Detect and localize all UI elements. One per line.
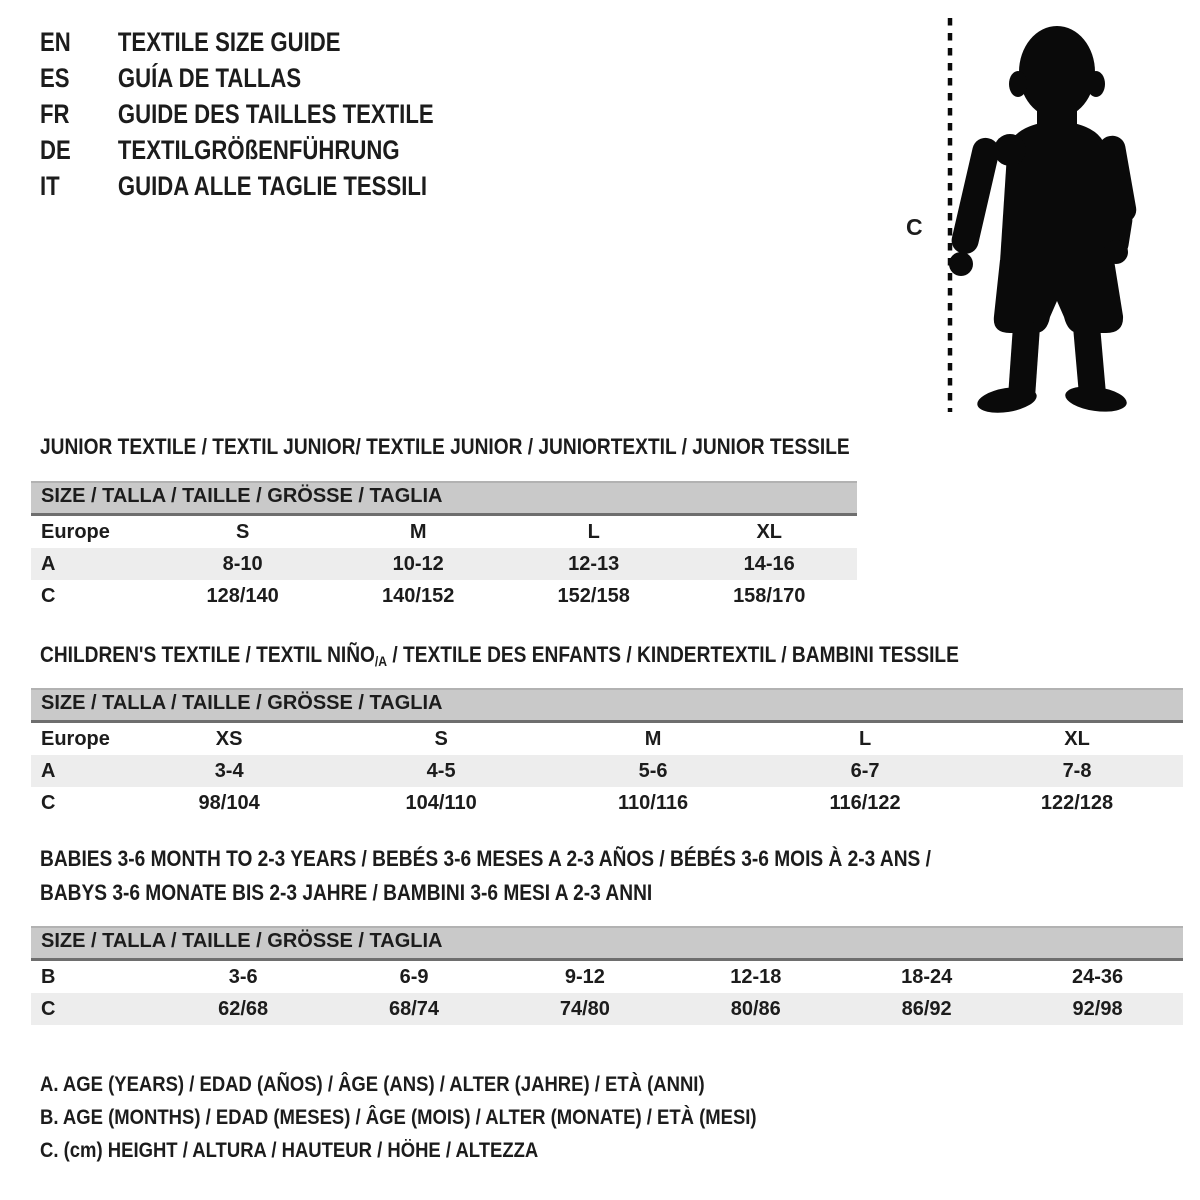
language-title: GUIDE DES TAILLES TEXTILE: [117, 99, 434, 129]
size-cell: XS: [215, 727, 243, 750]
language-row-de: [40, 132, 434, 168]
age-cell: 4-5: [426, 759, 456, 782]
table-row: [31, 580, 857, 612]
age-cell: 14-16: [743, 552, 795, 575]
language-code: FR: [40, 99, 70, 129]
toddler-silhouette: [930, 14, 1150, 414]
language-row-en: [40, 24, 434, 60]
language-code: IT: [40, 171, 60, 201]
height-cell: 128/140: [206, 584, 279, 607]
row-label: A: [41, 552, 56, 575]
size-cell: M: [409, 520, 427, 543]
row-label: A: [41, 759, 56, 782]
height-cell: 86/92: [901, 997, 952, 1020]
size-header-bar: SIZE / TALLA / TAILLE / GRÖSSE / TAGLIA: [31, 926, 1183, 961]
footnotes-block: [40, 1068, 854, 1167]
row-label: Europe: [41, 727, 110, 750]
height-cell: 152/158: [557, 584, 630, 607]
language-title: GUÍA DE TALLAS: [117, 63, 302, 93]
height-measure-label: C: [906, 214, 923, 240]
size-cell: L: [587, 520, 600, 543]
height-cell: 98/104: [198, 791, 260, 814]
language-row-fr: [40, 96, 434, 132]
age-cell: 12-18: [730, 965, 782, 988]
height-cell: 62/68: [218, 997, 269, 1020]
children-size-table: [31, 688, 1183, 819]
table-row: [31, 723, 1183, 755]
age-cell: 8-10: [222, 552, 263, 575]
age-cell: 24-36: [1071, 965, 1124, 988]
footnote-height-cm: C. (cm) HEIGHT / ALTURA / HAUTEUR / HÖHE / ALTEZZA: [40, 1139, 539, 1162]
height-cell: 140/152: [382, 584, 455, 607]
size-cell: L: [858, 727, 872, 750]
size-cell: S: [434, 727, 448, 750]
table-row: [31, 548, 857, 580]
height-cell: 158/170: [733, 584, 806, 607]
height-cell: 68/74: [389, 997, 440, 1020]
age-cell: 3-4: [214, 759, 244, 782]
table-row: [31, 961, 1183, 993]
height-cell: 92/98: [1072, 997, 1123, 1020]
size-cell: S: [235, 520, 250, 543]
size-cell: M: [644, 727, 662, 750]
row-label: B: [41, 965, 56, 988]
age-cell: 5-6: [638, 759, 668, 782]
children-heading-main: CHILDREN'S TEXTILE / TEXTIL NIÑO: [40, 642, 375, 667]
language-code: EN: [40, 27, 71, 57]
age-cell: 10-12: [392, 552, 444, 575]
children-heading-sub: /A: [374, 653, 388, 669]
age-cell: 12-13: [568, 552, 620, 575]
table-row: [31, 993, 1183, 1025]
size-cell: XL: [756, 520, 782, 543]
babies-section-heading: [40, 842, 931, 910]
language-row-it: [40, 168, 434, 204]
age-cell: 6-9: [399, 965, 429, 988]
size-header-bar: SIZE / TALLA / TAILLE / GRÖSSE / TAGLIA: [31, 481, 857, 516]
row-label: Europe: [41, 520, 110, 543]
junior-section-heading: JUNIOR TEXTILE / TEXTIL JUNIOR/ TEXTILE JUNIOR / JUNIORTEXTIL / JUNIOR TESSILE: [40, 434, 850, 459]
language-title: TEXTILE SIZE GUIDE: [117, 27, 341, 57]
language-row-es: [40, 60, 434, 96]
age-cell: 9-12: [564, 965, 605, 988]
age-cell: 6-7: [850, 759, 880, 782]
height-cell: 116/122: [829, 791, 901, 814]
height-cell: 104/110: [405, 791, 477, 814]
row-label: C: [41, 584, 56, 607]
junior-size-table: [31, 481, 857, 612]
children-heading-rest: / TEXTILE DES ENFANTS / KINDERTEXTIL / BAMBINI TESSILE: [387, 642, 959, 667]
size-cell: XL: [1064, 727, 1090, 750]
row-label: C: [41, 997, 56, 1020]
language-title: TEXTILGRÖßENFÜHRUNG: [117, 135, 400, 165]
table-row: [31, 516, 857, 548]
height-cell: 122/128: [1040, 791, 1114, 814]
language-title-block: [40, 24, 520, 204]
babies-heading-line1: BABIES 3-6 MONTH TO 2-3 YEARS / BEBÉS 3-6 MESES A 2-3 AÑOS / BÉBÉS 3-6 MOIS À 2-3 ANS /: [40, 846, 931, 871]
size-header-bar: SIZE / TALLA / TAILLE / GRÖSSE / TAGLIA: [31, 688, 1183, 723]
language-title: GUIDA ALLE TAGLIE TESSILI: [117, 171, 428, 201]
height-cell: 110/116: [618, 791, 689, 814]
height-cell: 74/80: [559, 997, 610, 1020]
babies-heading-line2: BABYS 3-6 MONATE BIS 2-3 JAHRE / BAMBINI 3-6 MESI A 2-3 ANNI: [40, 880, 653, 905]
language-code: DE: [40, 135, 71, 165]
table-row: [31, 787, 1183, 819]
age-cell: 7-8: [1062, 759, 1092, 782]
footnote-age-months: B. AGE (MONTHS) / EDAD (MESES) / ÂGE (MOIS) / ALTER (MONATE) / ETÀ (MESI): [40, 1106, 757, 1129]
age-cell: 18-24: [901, 965, 953, 988]
height-cell: 80/86: [730, 997, 781, 1020]
row-label: C: [41, 791, 56, 814]
babies-size-table: [31, 926, 1183, 1025]
language-code: ES: [40, 63, 70, 93]
table-row: [31, 755, 1183, 787]
footnote-age-years: A. AGE (YEARS) / EDAD (AÑOS) / ÂGE (ANS) / ALTER (JAHRE) / ETÀ (ANNI): [40, 1073, 705, 1096]
age-cell: 3-6: [228, 965, 258, 988]
children-section-heading: [40, 642, 959, 669]
